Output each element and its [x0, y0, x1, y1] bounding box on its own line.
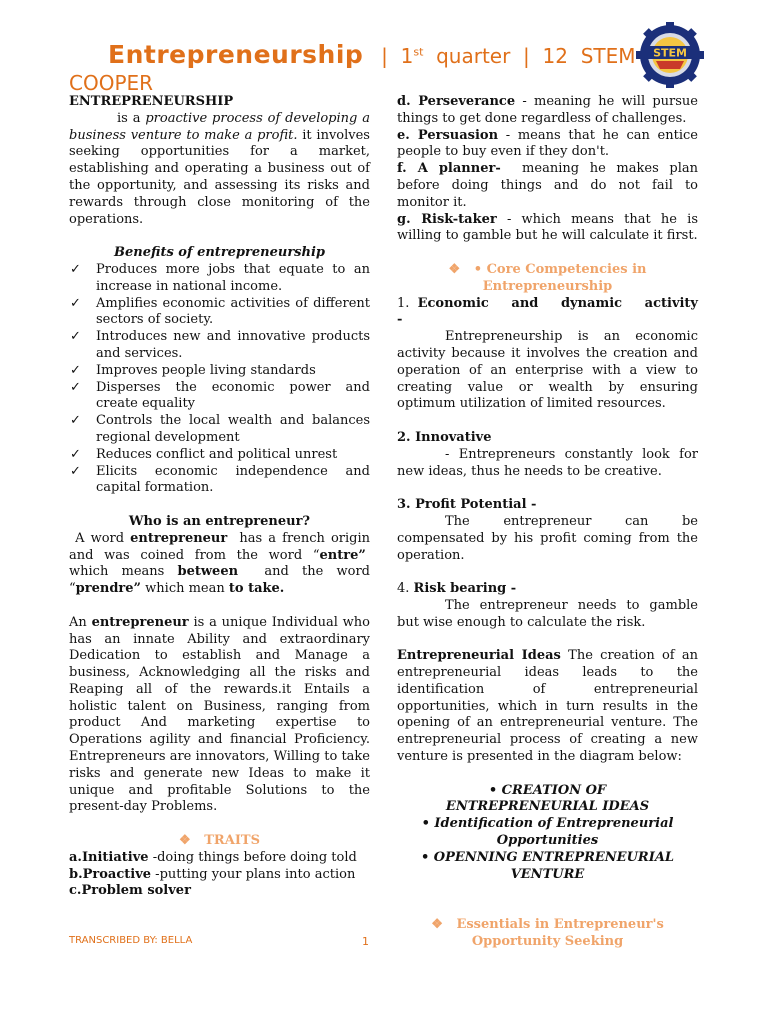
competency-title: 1. Economic and dynamic activity -: [397, 295, 698, 328]
page-title: Entrepreneurship: [108, 40, 364, 69]
traits-heading: ❖ TRAITS: [179, 833, 260, 849]
list-item: ✓ Reduces conflict and political unrest: [70, 446, 338, 462]
benefits-heading: Benefits of entrepreneurship: [114, 245, 325, 261]
list-item: ✓ Introduces new and innovative products and services.: [70, 329, 370, 361]
essentials-heading: ❖ Essentials in Entrepreneur's Opportunity Seeking: [431, 917, 664, 949]
trait-item: c.Problem solver: [69, 883, 191, 899]
quarter-suffix: st: [413, 45, 424, 59]
trait-item: f. A planner- meaning he makes plan before doing things and do not fail to monitor it.: [397, 161, 699, 210]
logo-text: STEM: [653, 46, 687, 60]
right-column: [397, 94, 698, 951]
stem-gear-logo-icon: [636, 22, 704, 88]
list-item: ✓ Produces more jobs that equate to an increase in national income.: [70, 261, 370, 294]
trait-item: d. Perseverance - meaning he will pursue things to get done regardless of challenges.: [397, 94, 698, 126]
header-subtitle: COOPER: [69, 71, 154, 95]
competency-title: 4. Risk bearing -: [397, 581, 517, 597]
trait-item: e. Persuasion - means that he can entice people to buy even if they don't.: [397, 127, 698, 160]
check-mark-icon: ✓: [70, 261, 81, 277]
list-item: ✓ Amplifies economic activities of different sectors of society.: [70, 295, 370, 328]
check-mark-icon: ✓: [70, 413, 81, 429]
check-mark-icon: ✓: [70, 446, 81, 462]
competency-text: The entrepreneur can be compensated by his profit coming from the operation.: [397, 513, 698, 563]
intro-heading: ENTREPRENEURSHIP: [69, 94, 234, 109]
competency-text: The entrepreneur needs to gamble but wise enough to calculate the risk.: [397, 597, 698, 630]
competency-title: 3. Profit Potential -: [397, 497, 537, 513]
header-separator: |: [523, 44, 530, 68]
word-origin-paragraph: A word entrepreneur has a french origin and was coined from the word “entre” which means between and the word “prendre” which mean to take.: [69, 530, 371, 597]
list-item: ✓ Improves people living standards: [70, 362, 316, 378]
benefits-list: [69, 262, 370, 497]
left-column: [69, 94, 370, 900]
check-mark-icon: ✓: [70, 362, 81, 378]
header-separator: |: [381, 44, 388, 68]
process-step: • CREATION OF ENTREPRENEURIAL IDEAS: [445, 782, 650, 815]
page-number: 1: [362, 935, 369, 948]
footer-transcriber: TRANSCRIBED BY: BELLA: [69, 935, 193, 946]
competency-text: Entrepreneurship is an economic activity because it involves the creation and operation of an enterprise with a view to creating value or wealth by ensuring optimum utilization of limited resources.: [397, 329, 698, 412]
core-competencies-heading: ❖ • Core Competencies in Entrepreneurship: [448, 261, 647, 294]
check-mark-icon: ✓: [70, 463, 81, 479]
list-item: ✓ Elicits economic independence and capital formation.: [70, 463, 370, 496]
diamond-bullet-icon: ❖: [448, 261, 461, 277]
quarter-word: quarter: [436, 44, 511, 68]
diamond-bullet-icon: ❖: [179, 833, 191, 849]
quarter-number: 1: [400, 44, 414, 68]
page-header: [108, 40, 708, 74]
competency-title: 2. Innovative: [397, 429, 492, 445]
check-mark-icon: ✓: [70, 295, 81, 311]
intro-paragraph: is a proactive process of developing a business venture to make a profit. it involves seeking opportunities for a market, establishing and operating a business out of the opportunity, and assessing its risks and rewards through close monitoring of the operations.: [69, 110, 370, 227]
entrepreneurial-ideas-paragraph: Entrepreneurial Ideas The creation of an entrepreneurial ideas leads to the identification of entrepreneurial opportunities, which in turn results in the opening of an entrepreneurial venture. The entrepreneurial process of creating a new venture is presented in the diagram below:: [397, 648, 698, 765]
list-item: ✓ Disperses the economic power and create equality: [70, 379, 370, 412]
check-mark-icon: ✓: [70, 329, 81, 345]
trait-item: b.Proactive -putting your plans into action: [69, 866, 356, 882]
process-step: • OPENNING ENTREPRENEURIAL VENTURE: [420, 849, 675, 882]
diamond-bullet-icon: ❖: [431, 917, 443, 933]
who-heading: Who is an entrepreneur?: [128, 513, 311, 529]
entrepreneur-definition: An entrepreneur is a unique Individual who has an innate Ability and extraordinary Dedication to establish and Manage a business, Acknowledging all the risks and Reaping all of the rewards.it Entails a holistic talent on Business, ranging from product And marketing expertise to Operations agility and financial Proficiency. Entrepreneurs are innovators, Willing to take risks and generate new Ideas to make it unique and profitable Solutions to the present-day Problems.: [69, 614, 370, 815]
trait-item: g. Risk-taker - which means that he is willing to gamble but he will calculate it first.: [397, 211, 698, 244]
competency-text: - Entrepreneurs constantly look for new ideas, thus he needs to be creative.: [397, 446, 698, 479]
grade-level: 12: [542, 44, 568, 68]
trait-item: a.Initiative -doing things before doing told: [69, 849, 357, 865]
check-mark-icon: ✓: [70, 379, 81, 395]
process-step: • Identification of Entrepreneurial Opportunities: [421, 816, 674, 849]
list-item: ✓ Controls the local wealth and balances regional development: [70, 413, 370, 445]
strand: STEM: [580, 44, 636, 68]
